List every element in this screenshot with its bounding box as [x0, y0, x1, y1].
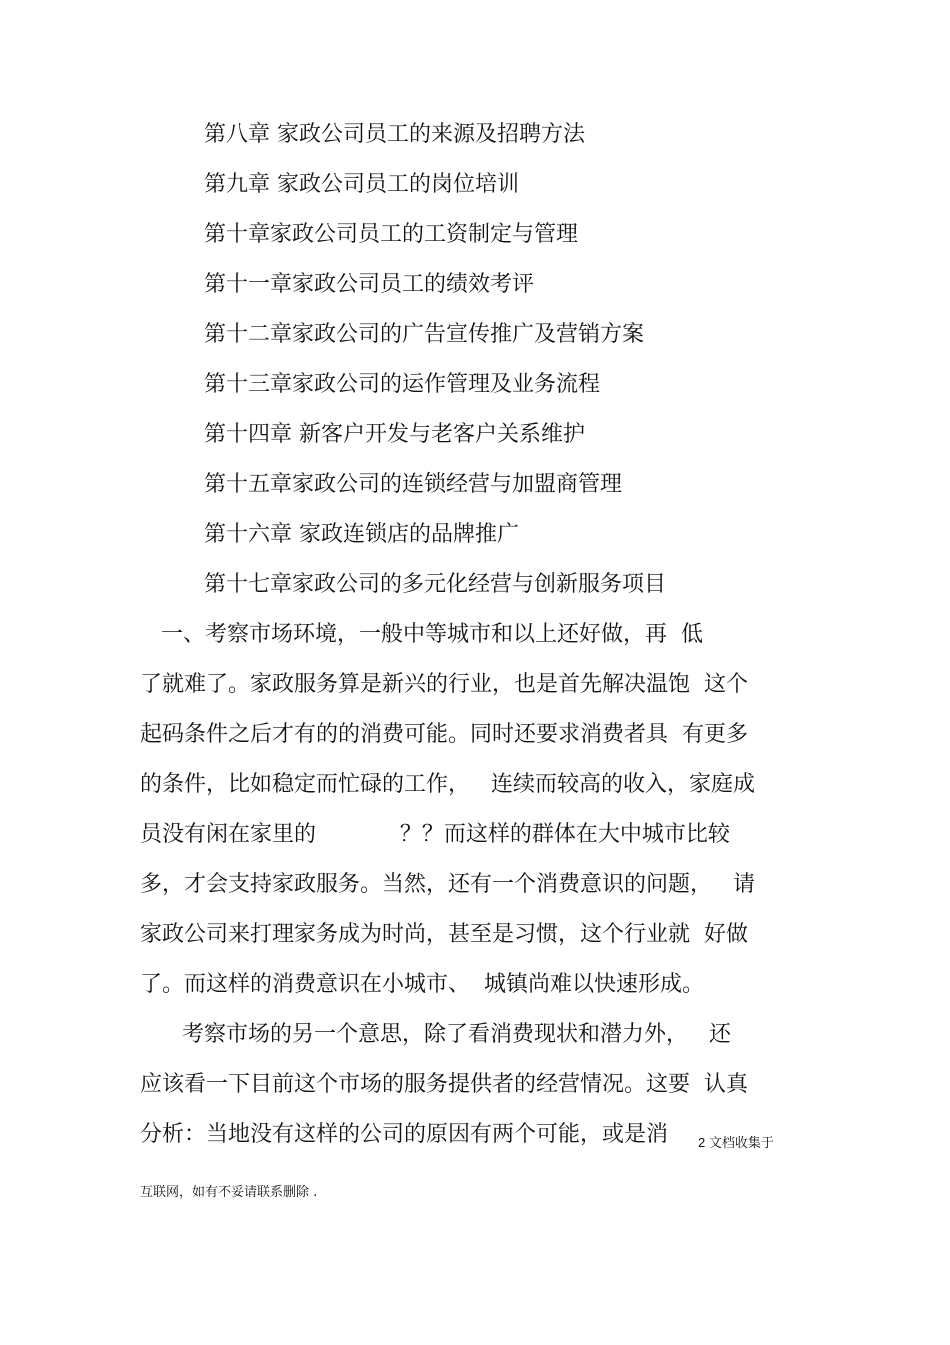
toc-line: 第十一章家政公司员工的绩效考评 [204, 272, 535, 297]
paragraph-line: 考察市场的另一个意思，除了看消费现状和潜力外， 还 [140, 1022, 731, 1047]
toc-line: 第十三章家政公司的运作管理及业务流程 [204, 372, 601, 397]
toc-line: 第十二章家政公司的广告宣传推广及营销方案 [204, 322, 645, 347]
paragraph-line: 了。而这样的消费意识在小城市、 城镇尚难以快速形成。 [140, 972, 704, 997]
paragraph-line: 起码条件之后才有的的消费可能。同时还要求消费者具 有更多 [140, 722, 748, 747]
toc-line: 第十四章 新客户开发与老客户关系维护 [204, 422, 585, 447]
paragraph-line: 多，才会支持家政服务。当然，还有一个消费意识的问题， 请 [140, 872, 755, 897]
toc-line: 第十六章 家政连锁店的品牌推广 [204, 522, 519, 547]
toc-line: 第八章 家政公司员工的来源及招聘方法 [204, 122, 585, 147]
toc-line: 第十五章家政公司的连锁经营与加盟商管理 [204, 472, 623, 497]
footer-note: 互联网，如有不妥请联系删除 . [140, 1185, 318, 1200]
toc-line: 第十章家政公司员工的工资制定与管理 [204, 222, 579, 247]
paragraph-line: 员没有闲在家里的 ？？而这样的群体在大中城市比较 [140, 822, 730, 847]
paragraph-line: 的条件，比如稳定而忙碌的工作， 连续而较高的收入，家庭成 [140, 772, 755, 797]
page-number-label: 2 文档收集于 [698, 1135, 774, 1150]
paragraph-line: 一、考察市场环境，一般中等城市和以上还好做，再 低 [140, 622, 703, 647]
toc-line: 第十七章家政公司的多元化经营与创新服务项目 [204, 572, 667, 597]
paragraph-line: 应该看一下目前这个市场的服务提供者的经营情况。这要 认真 [140, 1072, 748, 1097]
toc-line: 第九章 家政公司员工的岗位培训 [204, 172, 519, 197]
paragraph-line: 家政公司来打理家务成为时尚，甚至是习惯，这个行业就 好做 [140, 922, 748, 947]
paragraph-line: 分析：当地没有这样的公司的原因有两个可能，或是消 [140, 1122, 669, 1147]
paragraph-line: 了就难了。家政服务算是新兴的行业，也是首先解决温饱 这个 [140, 672, 748, 697]
